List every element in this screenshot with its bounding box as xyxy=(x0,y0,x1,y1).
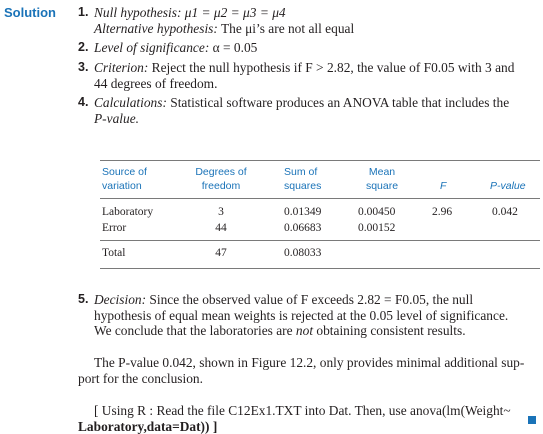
cell-f: 2.96 xyxy=(432,206,453,218)
criterion-text-cont: 44 degrees of freedom. xyxy=(94,75,218,91)
table-top-rule xyxy=(100,160,540,161)
cell-ss: 0.08033 xyxy=(284,247,322,259)
calculations-text: Statistical software produces an ANOVA table that includes the xyxy=(170,95,510,110)
solution-label: Solution xyxy=(4,5,56,20)
cell-df: 44 xyxy=(215,222,227,234)
step-2 xyxy=(78,40,538,56)
end-of-solution-square-icon xyxy=(528,416,536,424)
calculations-text-cont: P-value. xyxy=(94,110,139,126)
step-number: 2. xyxy=(78,40,89,54)
cell-source: Total xyxy=(102,247,126,259)
table-bottom-rule xyxy=(100,268,540,269)
table-header-rule xyxy=(100,198,540,199)
cell-ss: 0.06683 xyxy=(284,222,322,234)
alternative-hypothesis-label: Alternative hypothesis: xyxy=(94,20,218,36)
cell-ms: 0.00152 xyxy=(358,222,396,234)
decision-text: Since the observed value of F exceeds 2.82 = F0.05, the null xyxy=(149,292,474,307)
step-number: 5. xyxy=(78,292,89,306)
decision-label: Decision: xyxy=(94,292,147,307)
step-number: 1. xyxy=(78,5,89,19)
step-1 xyxy=(78,5,538,36)
criterion-text: Reject the null hypothesis if F > 2.82, the value of F0.05 with 3 and xyxy=(151,60,515,75)
null-hypothesis-label: Null hypothesis: xyxy=(94,5,182,20)
r-instructions: [ Using R : Read the file C12Ex1.TXT into Dat. Then, use anova(lm(Weight~ Laboratory,data=Dat)) ] xyxy=(78,403,511,434)
null-hypothesis-expr: μ1 = μ2 = μ3 = μ4 xyxy=(184,5,286,20)
step-4 xyxy=(78,95,538,126)
cell-source: Error xyxy=(102,222,127,234)
cell-ss: 0.01349 xyxy=(284,206,322,218)
step-3 xyxy=(78,60,538,91)
header-ss: Sum of squares xyxy=(284,166,322,192)
table-total-rule xyxy=(100,240,540,241)
criterion-label: Criterion: xyxy=(94,60,149,75)
step-number: 4. xyxy=(78,95,89,109)
cell-p: 0.042 xyxy=(492,206,518,218)
significance-label: Level of significance: xyxy=(94,40,210,55)
step-5 xyxy=(78,292,538,339)
decision-text-end: We conclude that the laboratories are not obtaining consistent results. xyxy=(94,323,466,338)
decision-text-cont: hypothesis of equal mean weights is rejected at the 0.05 level of significance. xyxy=(94,307,509,323)
calculations-label: Calculations: xyxy=(94,95,167,110)
p-value-paragraph: The P-value 0.042, shown in Figure 12.2, only provides minimal additional sup- port for the conclusion. xyxy=(78,355,525,386)
header-p-value: P-value xyxy=(490,180,526,192)
header-f: F xyxy=(440,180,447,192)
significance-expr: α = 0.05 xyxy=(212,40,258,55)
header-ms: Mean square xyxy=(365,166,399,192)
cell-df: 3 xyxy=(218,206,224,218)
header-source: Source of variation xyxy=(102,166,147,192)
cell-source: Laboratory xyxy=(102,206,154,218)
step-number: 3. xyxy=(78,60,89,74)
cell-df: 47 xyxy=(215,247,227,259)
header-df: Degrees of freedom xyxy=(195,166,247,192)
alternative-hypothesis-text: The μi’s are not all equal xyxy=(220,20,355,36)
cell-ms: 0.00450 xyxy=(358,206,396,218)
